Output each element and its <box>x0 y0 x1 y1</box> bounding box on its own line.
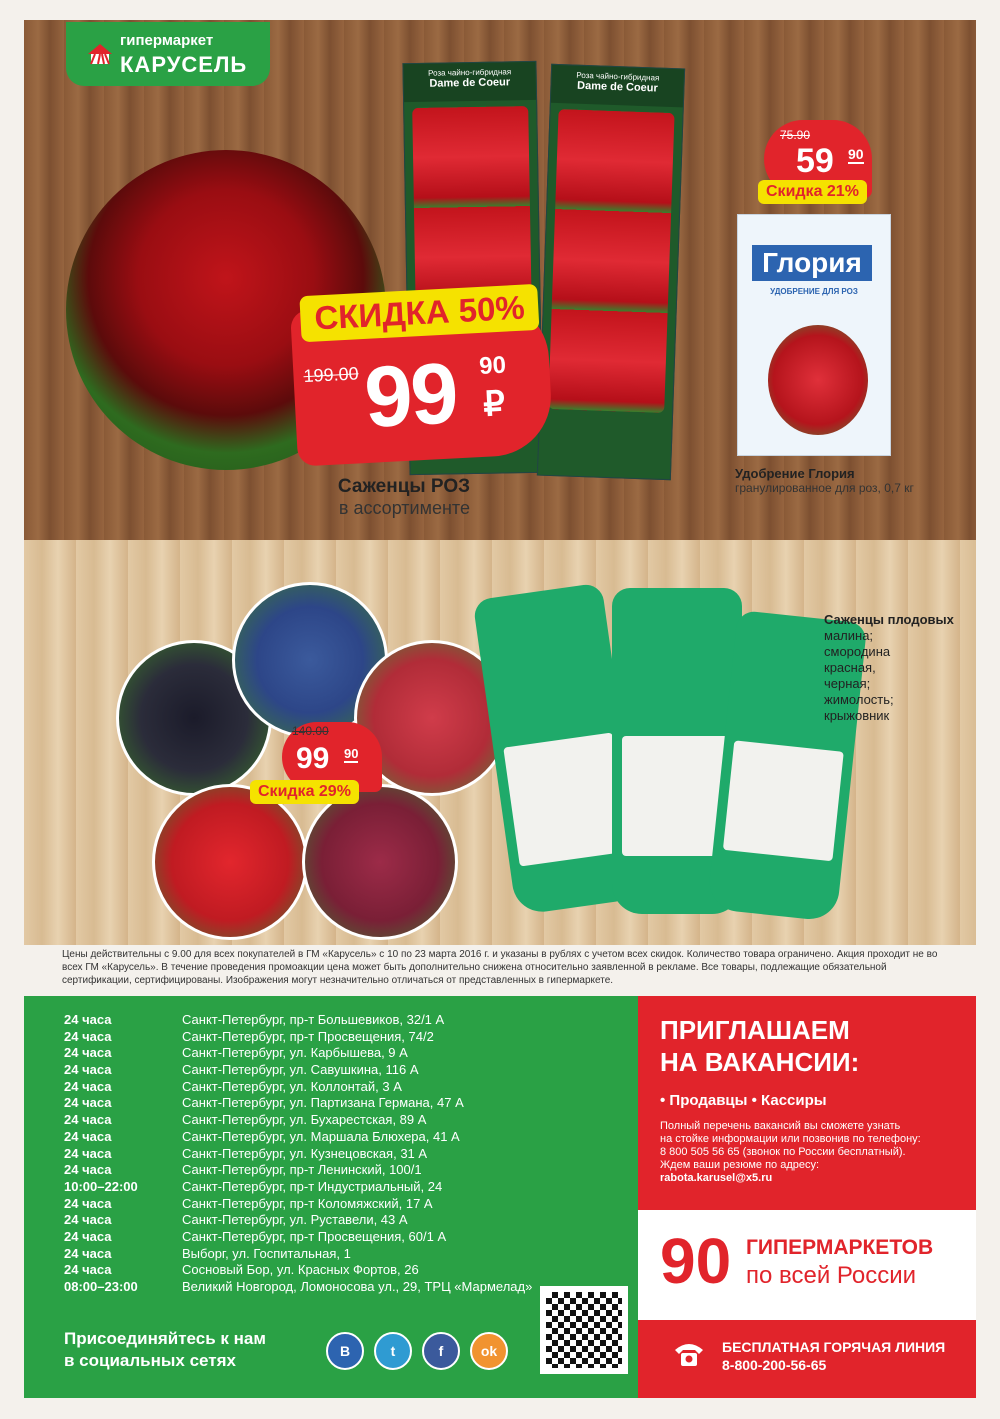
store-address: Санкт-Петербург, ул. Кузнецовская, 31 А <box>182 1145 428 1161</box>
store-address: Санкт-Петербург, пр-т Индустриальный, 24 <box>182 1178 443 1194</box>
store-row <box>64 1029 532 1046</box>
store-hours: 24 часа <box>64 1145 112 1161</box>
roses-price-tag <box>290 288 554 466</box>
store-row <box>64 1246 532 1263</box>
gloria-pack-subtitle: УДОБРЕНИЕ ДЛЯ РОЗ <box>770 287 858 296</box>
store-list <box>64 1012 532 1296</box>
vk-icon[interactable]: B <box>326 1332 364 1370</box>
store-address: Выборг, ул. Госпитальная, 1 <box>182 1245 351 1261</box>
roses-caption-title: Саженцы РОЗ <box>337 476 470 497</box>
store-row <box>64 1129 532 1146</box>
vacancies-text <box>660 1120 960 1185</box>
social-line-2: в социальных сетях <box>64 1351 236 1370</box>
vacancies-email[interactable]: rabota.karusel@x5.ru <box>660 1172 773 1184</box>
logo-subtitle: гипермаркет <box>120 32 214 49</box>
store-address: Санкт-Петербург, пр-т Просвещения, 74/2 <box>182 1028 434 1044</box>
roses-caption-text: в ассортименте <box>338 498 470 518</box>
vacancies-title-line-1: ПРИГЛАШАЕМ <box>660 1015 850 1045</box>
redcurrant-photo <box>152 784 308 940</box>
gloria-caption-title: Удобрение Глория <box>735 466 855 481</box>
store-row <box>64 1095 532 1112</box>
store-address: Санкт-Петербург, пр-т Ленинский, 100/1 <box>182 1162 422 1178</box>
store-address: Санкт-Петербург, ул. Бухарестская, 89 А <box>182 1112 427 1128</box>
qr-code[interactable] <box>540 1286 628 1374</box>
store-row <box>64 1229 532 1246</box>
store-address: Сосновый Бор, ул. Красных Фортов, 26 <box>182 1262 419 1278</box>
store-hours: 24 часа <box>64 1078 112 1094</box>
store-row <box>64 1196 532 1213</box>
store-hours: 10:00–22:00 <box>64 1178 138 1194</box>
fruit-discount-badge: Скидка 29% <box>250 780 359 804</box>
store-hours: 24 часа <box>64 1228 112 1244</box>
store-row <box>64 1062 532 1079</box>
store-hours: 24 часа <box>64 1212 112 1228</box>
rose-seedling-pack <box>537 64 685 480</box>
gloria-price-cents: 90 <box>848 146 864 162</box>
gloria-brand: Глория <box>752 245 872 281</box>
roses-price: 99 <box>362 345 459 446</box>
store-address: Санкт-Петербург, пр-т Коломяжский, 17 А <box>182 1195 433 1211</box>
vacancies-title <box>660 1014 859 1078</box>
fine-print: Цены действительны с 9.00 для всех покупателей в ГМ «Карусель» с 10 по 23 марта 2016 г. и указаны в рублях с учетом всех скидок. Количество товара ограничено. Акция проходит не во всех ГМ «Карусель». В течение проведения промоакции цена может быть дополнительно снижена относительно заявленной в рекламе. Все товары, подлежащие обязательной сертификации, сертифицированы. Изображения могут незначительно отличаться от представленных в гипермаркете. <box>62 949 938 986</box>
store-address: Великий Новгород, Ломоносова ул., 29, ТРЦ «Мармелад» <box>182 1279 533 1294</box>
vacancies-text-line: Ждем ваши резюме по адресу: <box>660 1159 820 1171</box>
fruit-caption <box>824 612 954 724</box>
pack-name: Dame de Coeur <box>576 79 658 95</box>
hotline <box>722 1338 945 1374</box>
pack-type: Роза чайно-гибридная <box>576 70 660 83</box>
roses-caption <box>320 476 470 519</box>
store-hours: 24 часа <box>64 1045 112 1061</box>
store-hours: 24 часа <box>64 1062 112 1078</box>
store-address: Санкт-Петербург, пр-т Большевиков, 32/1 А <box>182 1012 445 1027</box>
vacancies-text-line: 8 800 505 56 65 (звонок по России бесплатный). <box>660 1146 906 1158</box>
store-hours: 24 часа <box>64 1245 112 1261</box>
pack-type: Роза чайно-гибридная <box>427 67 512 78</box>
store-hours: 24 часа <box>64 1095 112 1111</box>
twitter-icon[interactable]: t <box>374 1332 412 1370</box>
vacancies-text-line: Полный перечень вакансий вы сможете узнать <box>660 1120 901 1132</box>
store-hours: 08:00–23:00 <box>64 1279 138 1294</box>
bag-label <box>723 740 844 861</box>
stats-line-2: по всей России <box>746 1262 917 1289</box>
store-address: Санкт-Петербург, ул. Маршала Блюхера, 41 А <box>182 1128 460 1144</box>
phone-icon <box>672 1340 706 1368</box>
gloria-fertilizer-pack <box>737 214 891 456</box>
social-caption <box>64 1328 266 1372</box>
store-row <box>64 1162 532 1179</box>
store-hours: 24 часа <box>64 1128 112 1144</box>
hotline-label: БЕСПЛАТНАЯ ГОРЯЧАЯ ЛИНИЯ <box>722 1339 946 1355</box>
gloria-old-price: 75.90 <box>780 128 811 142</box>
social-line-1: Присоединяйтесь к нам <box>64 1329 266 1348</box>
fruit-old-price: 140.00 <box>292 724 329 738</box>
fruit-caption-line: красная, <box>824 660 876 675</box>
store-hours: 24 часа <box>64 1112 112 1128</box>
fruit-caption-line: черная; <box>824 676 871 691</box>
store-hours: 24 часа <box>64 1012 112 1027</box>
store-address: Санкт-Петербург, ул. Коллонтай, 3 А <box>182 1078 402 1094</box>
store-address: Санкт-Петербург, пр-т Просвещения, 60/1 А <box>182 1228 447 1244</box>
store-address: Санкт-Петербург, ул. Руставели, 43 А <box>182 1212 408 1228</box>
karusel-logo[interactable] <box>66 22 270 86</box>
fruit-caption-title: Саженцы плодовых <box>824 612 954 627</box>
fruit-caption-line: крыжовник <box>824 708 890 723</box>
stats-line-1: ГИПЕРМАРКЕТОВ <box>746 1236 934 1259</box>
fruit-price: 99 <box>296 742 330 775</box>
store-hours: 24 часа <box>64 1262 112 1278</box>
pack-roses-image <box>548 109 674 413</box>
hotline-phone[interactable]: 8-800-200-56-65 <box>722 1357 827 1373</box>
store-row <box>64 1179 532 1196</box>
store-row <box>64 1112 532 1129</box>
store-row <box>64 1262 532 1279</box>
vacancies-roles: • Продавцы • Кассиры <box>660 1092 827 1109</box>
store-address: Санкт-Петербург, ул. Партизана Германа, 47 А <box>182 1095 464 1111</box>
qr-code-pattern <box>546 1292 622 1368</box>
stores-count: 90 <box>660 1225 732 1297</box>
gloria-caption-text: гранулированное для роз, 0,7 кг <box>735 481 914 495</box>
roses-old-price: 199.00 <box>303 363 360 387</box>
store-row <box>64 1146 532 1163</box>
pack-name: Dame de Coeur <box>429 76 511 90</box>
store-address: Санкт-Петербург, ул. Савушкина, 116 А <box>182 1062 419 1078</box>
store-hours: 24 часа <box>64 1195 112 1211</box>
store-row <box>64 1212 532 1229</box>
fruit-caption-line: смородина <box>824 644 891 659</box>
odnoklassniki-icon[interactable]: ok <box>470 1332 508 1370</box>
store-row <box>64 1012 532 1029</box>
store-row <box>64 1045 532 1062</box>
roses-price-cents: 90 <box>478 351 507 380</box>
fruit-price-cents: 90 <box>344 746 359 761</box>
store-hours: 24 часа <box>64 1162 112 1178</box>
vacancies-text-line: на стойке информации или позвонив по телефону: <box>660 1133 921 1145</box>
bag-label <box>503 732 629 866</box>
gloria-rose-image <box>768 325 868 435</box>
store-row <box>64 1079 532 1096</box>
gloria-caption <box>735 466 914 495</box>
gooseberry-photo <box>302 784 458 940</box>
gloria-price: 59 <box>796 142 834 180</box>
facebook-icon[interactable]: f <box>422 1332 460 1370</box>
vacancies-title-line-2: НА ВАКАНСИИ: <box>660 1047 860 1077</box>
store-hours: 24 часа <box>64 1028 112 1044</box>
fruit-caption-line: малина; <box>824 628 874 643</box>
store-row <box>64 1279 532 1296</box>
roses-discount-badge: СКИДКА 50% <box>299 284 539 342</box>
ruble-sign: ₽ <box>482 384 506 424</box>
carousel-icon <box>86 40 114 68</box>
logo-name: КАРУСЕЛЬ <box>120 52 248 77</box>
store-address: Санкт-Петербург, ул. Карбышева, 9 А <box>182 1045 408 1061</box>
fruit-caption-line: жимолость; <box>824 692 894 707</box>
gloria-discount-badge: Скидка 21% <box>758 180 867 204</box>
